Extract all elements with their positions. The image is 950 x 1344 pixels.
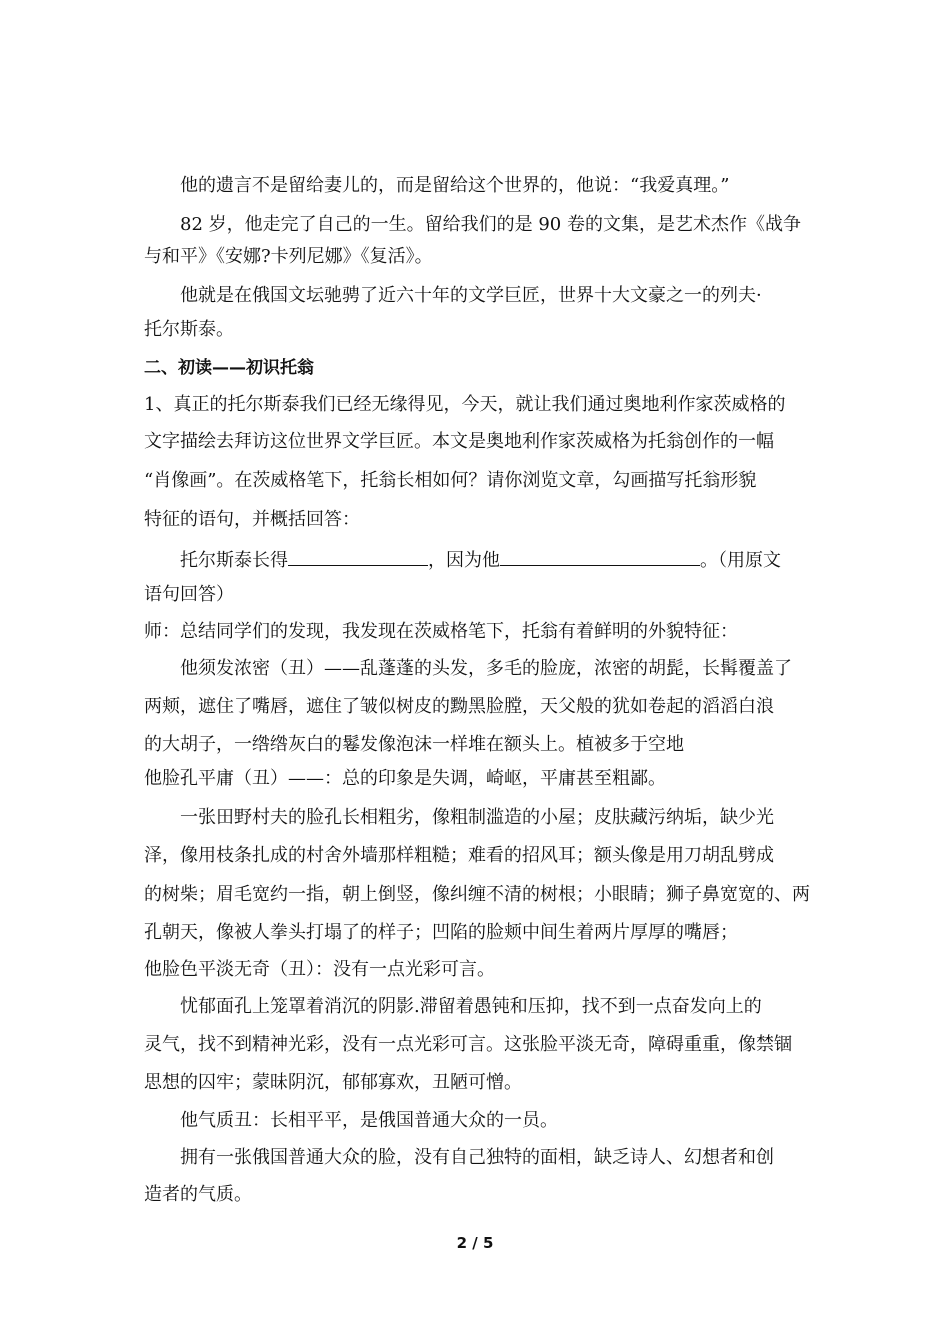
paragraph-line: 82 岁，他走完了自己的一生。留给我们的是 90 卷的文集，是艺术杰作《战争	[180, 214, 801, 235]
fill-text-2: ，因为他	[428, 550, 500, 571]
paragraph-line: 他脸孔平庸（丑）——：总的印象是失调，崎岖，平庸甚至粗鄙。	[144, 768, 666, 789]
fill-text-1: 托尔斯泰长得	[180, 550, 288, 571]
paragraph-line: 造者的气质。	[144, 1184, 252, 1205]
answer-blank-1[interactable]	[288, 547, 428, 566]
page-number: 2 / 5	[456, 1234, 494, 1252]
paragraph-line: 他的遗言不是留给妻儿的，而是留给这个世界的，他说：“我爱真理。”	[180, 175, 730, 196]
paragraph-line: 语句回答）	[144, 584, 234, 605]
paragraph-line: 思想的囚牢；蒙昧阴沉，郁郁寡欢，丑陋可憎。	[144, 1072, 522, 1093]
paragraph-line: 师：总结同学们的发现，我发现在茨威格笔下，托翁有着鲜明的外貌特征：	[144, 621, 738, 642]
paragraph-line: 与和平》《安娜?卡列尼娜》《复活》。	[144, 246, 433, 267]
paragraph-line: 拥有一张俄国普通大众的脸，没有自己独特的面相，缺乏诗人、幻想者和创	[180, 1147, 774, 1168]
paragraph-line: 的树柴；眉毛宽约一指，朝上倒竖，像纠缠不清的树根；小眼睛；狮子鼻宽宽的、两	[144, 884, 810, 905]
fill-in-question	[180, 547, 814, 573]
paragraph-line: 特征的语句，并概括回答：	[144, 509, 360, 530]
paragraph-line: 他气质丑：长相平平，是俄国普通大众的一员。	[180, 1110, 558, 1131]
paragraph-line: 他脸色平淡无奇（丑）：没有一点光彩可言。	[144, 959, 495, 980]
answer-blank-2[interactable]	[500, 547, 700, 566]
section-heading: 二、初读——初识托翁	[144, 358, 314, 378]
paragraph-line: 两颊，遮住了嘴唇，遮住了皱似树皮的黝黑脸膛，天父般的犹如卷起的滔滔白浪	[144, 696, 774, 717]
paragraph-line: 一张田野村夫的脸孔长相粗劣，像粗制滥造的小屋；皮肤藏污纳垢，缺少光	[180, 807, 774, 828]
paragraph-line: 文字描绘去拜访这位世界文学巨匠。本文是奥地利作家茨威格为托翁创作的一幅	[144, 431, 774, 452]
paragraph-line: 忧郁面孔上笼罩着消沉的阴影.滞留着愚钝和压抑，找不到一点奋发向上的	[180, 996, 762, 1017]
paragraph-line: 1、真正的托尔斯泰我们已经无缘得见，今天，就让我们通过奥地利作家茨威格的	[144, 394, 786, 415]
paragraph-line: 托尔斯泰。	[144, 319, 234, 340]
paragraph-line: “肖像画”。在茨威格笔下，托翁长相如何？请你浏览文章，勾画描写托翁形貌	[144, 470, 757, 491]
paragraph-line: 孔朝天，像被人拳头打塌了的样子；凹陷的脸颊中间生着两片厚厚的嘴唇；	[144, 922, 738, 943]
paragraph-line: 他就是在俄国文坛驰骋了近六十年的文学巨匠，世界十大文豪之一的列夫·	[180, 285, 762, 306]
paragraph-line: 灵气，找不到精神光彩，没有一点光彩可言。这张脸平淡无奇，障碍重重，像禁锢	[144, 1034, 792, 1055]
fill-text-3: 。（用原文	[700, 550, 781, 571]
paragraph-line: 的大胡子，一绺绺灰白的鬈发像泡沫一样堆在额头上。植被多于空地	[144, 734, 684, 755]
paragraph-line: 他须发浓密（丑）——乱蓬蓬的头发，多毛的脸庞，浓密的胡髭，长髯覆盖了	[180, 658, 792, 679]
paragraph-line: 泽，像用枝条扎成的村舍外墙那样粗糙；难看的招风耳；额头像是用刀胡乱劈成	[144, 845, 774, 866]
